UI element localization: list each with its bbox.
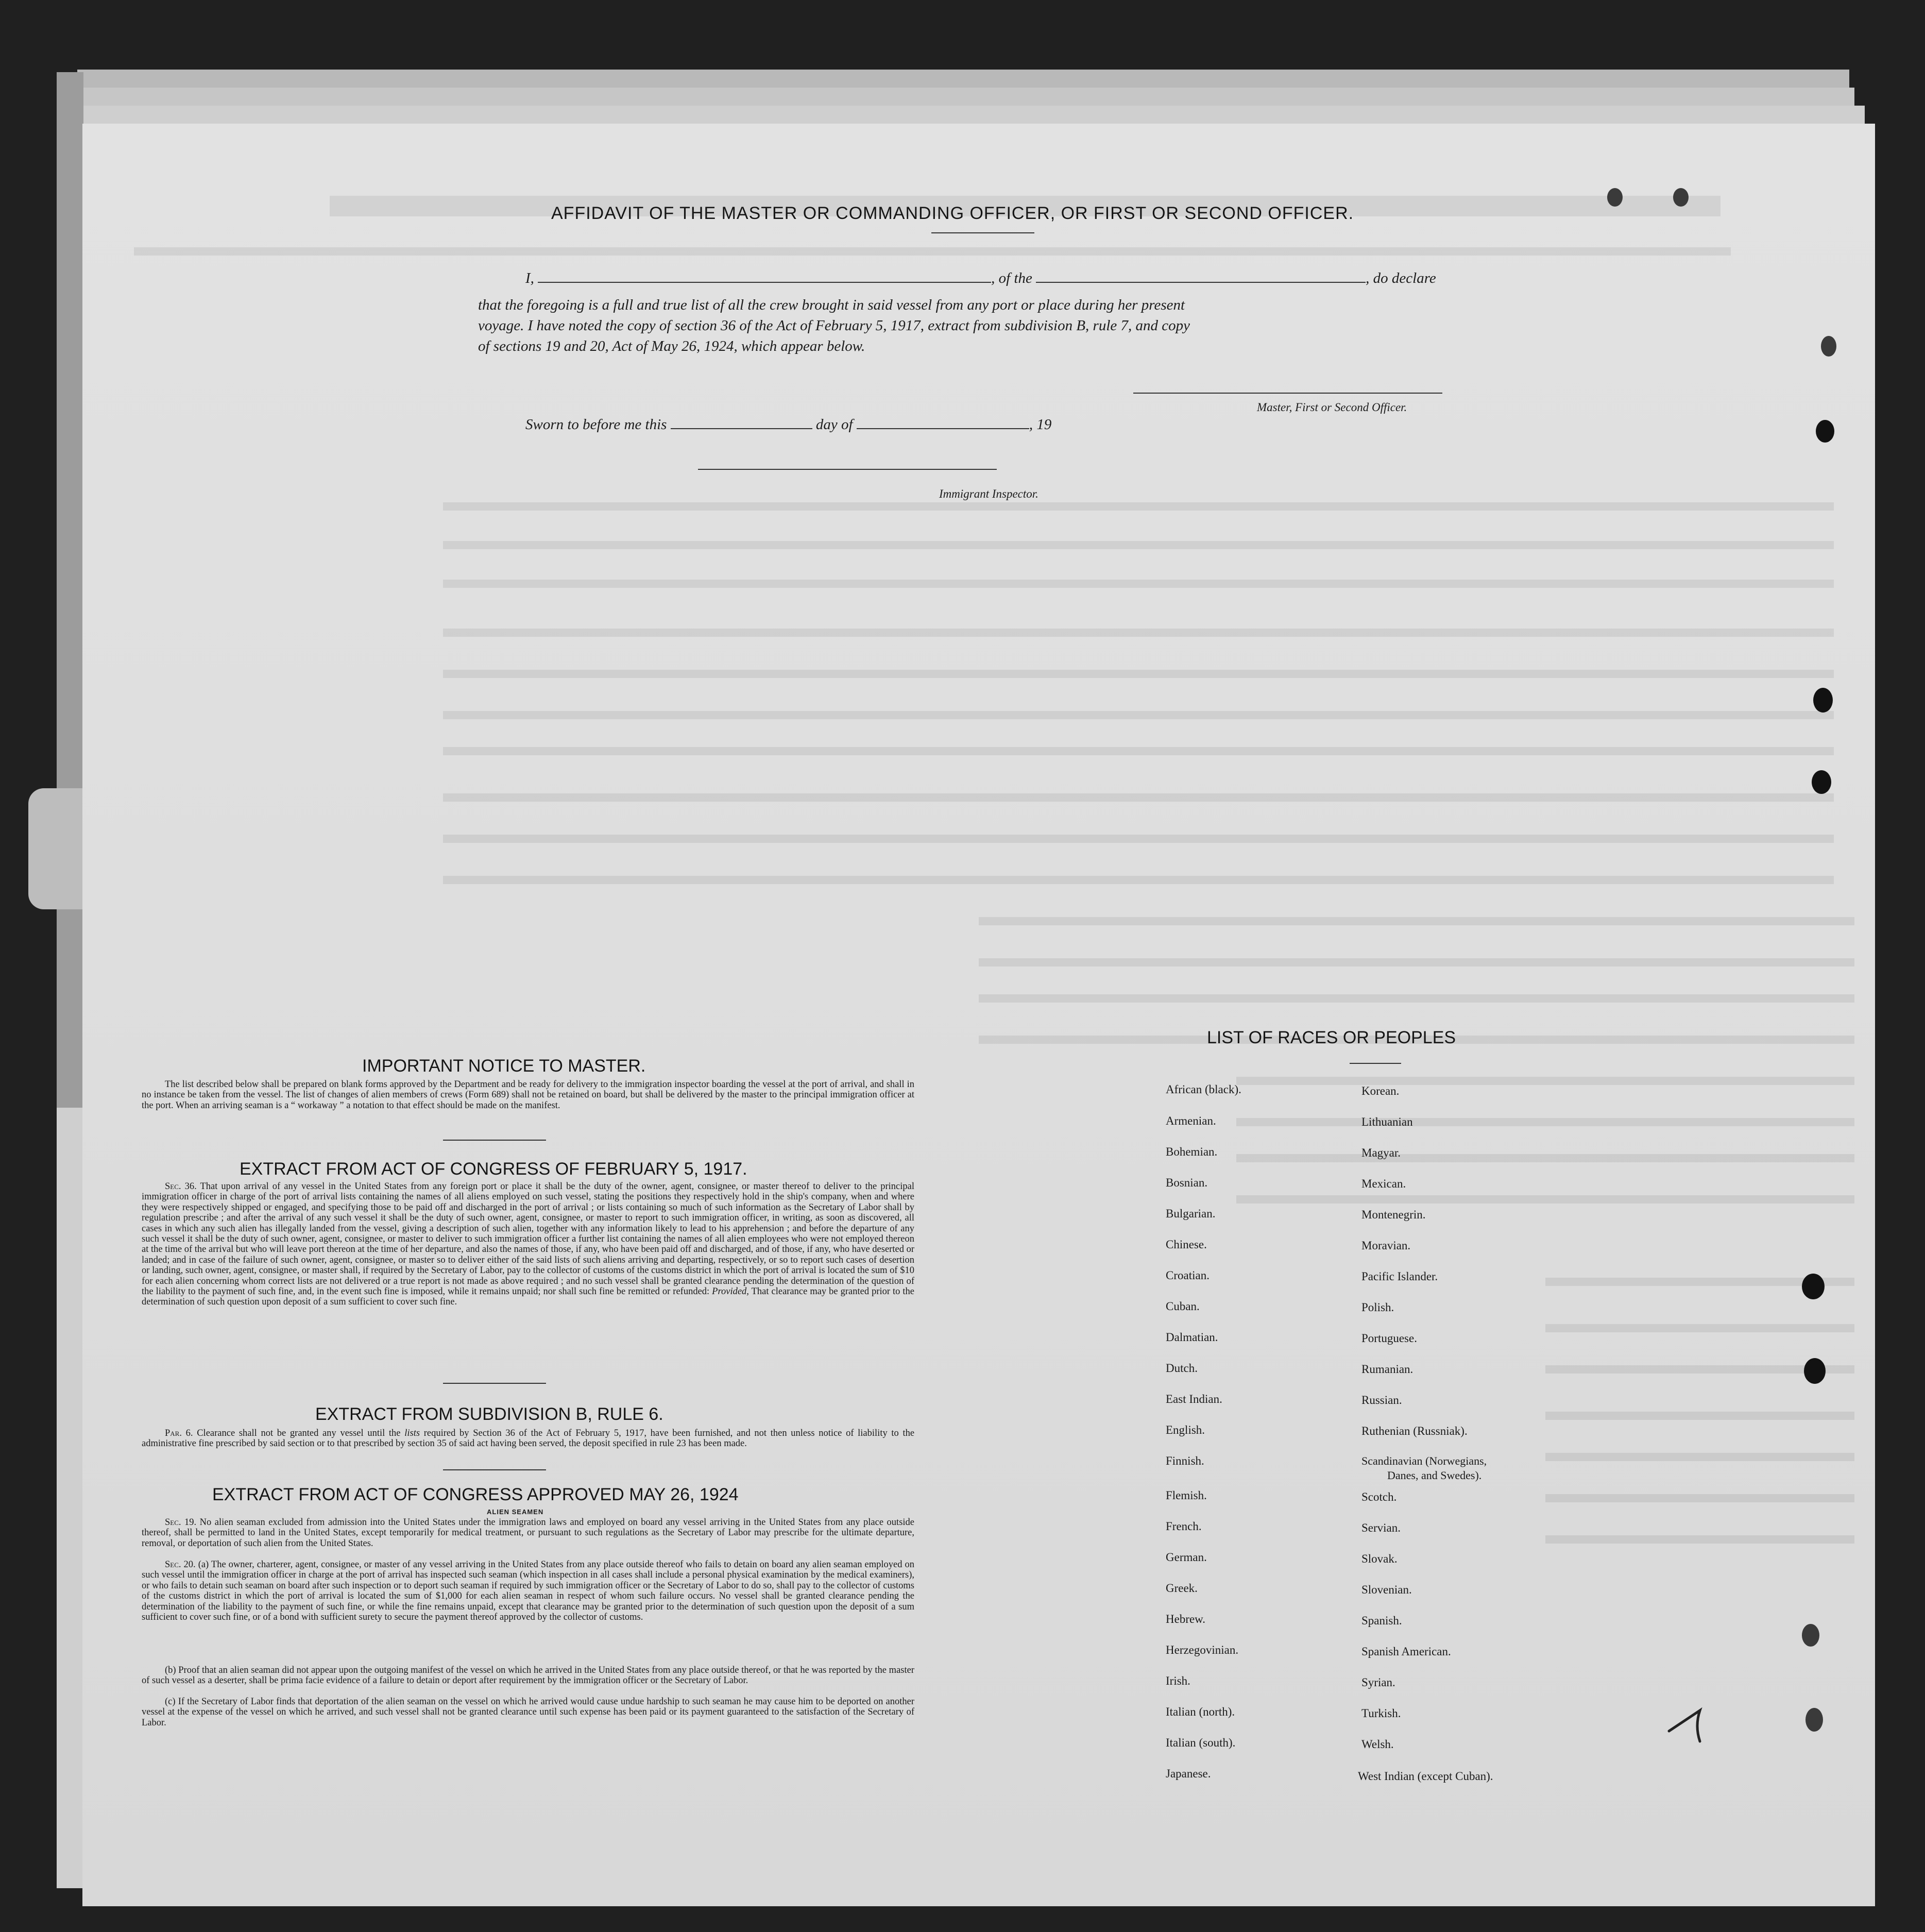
race-item: Irish. <box>1166 1674 1190 1687</box>
paper-tab <box>28 788 85 909</box>
inspector-signature-line <box>698 469 997 470</box>
race-item: Korean. <box>1361 1084 1400 1097</box>
extract-1917-title: EXTRACT FROM ACT OF CONGRESS OF FEBRUARY 5, 1917. <box>240 1159 747 1179</box>
affidavit-body-1: that the foregoing is a full and true list of all the crew brought in said vessel from any port or place during her present <box>478 297 1185 313</box>
notice-text: The list described below shall be prepared on blank forms approved by the Department and be ready for delivery to the immigration inspector boarding the vessel at the port of arrival, and shall in no instance be taken from the vessel. The list of changes of alien members of crews (Form 689) shall not be retained on board, but shall be delivered by the master to the principal immigration officer at the port. When an arriving seaman is a “ workaway ” a notation to that effect should be made on the manifest. <box>142 1079 914 1111</box>
race-item: Syrian. <box>1361 1676 1395 1689</box>
race-item: Finnish. <box>1166 1454 1204 1467</box>
section-rule <box>443 1140 546 1141</box>
race-item: Turkish. <box>1361 1707 1401 1720</box>
rule6-text-a: Clearance shall not be granted any vessel until the <box>197 1428 401 1438</box>
race-item: Montenegrin. <box>1361 1208 1426 1221</box>
race-item: Russian. <box>1361 1394 1402 1406</box>
race-item: West Indian (except Cuban). <box>1358 1770 1493 1783</box>
races-title: LIST OF RACES OR PEOPLES <box>1207 1028 1456 1047</box>
race-item: Dutch. <box>1166 1362 1198 1375</box>
officer-name-blank <box>538 270 991 283</box>
lists-word: lists <box>404 1428 420 1438</box>
race-item: English. <box>1166 1423 1205 1436</box>
race-item: Bohemian. <box>1166 1145 1218 1158</box>
sworn-line <box>525 415 1051 434</box>
race-item: Hebrew. <box>1166 1613 1206 1625</box>
sec20-label: Sec. 20. <box>165 1560 196 1570</box>
race-item: East Indian. <box>1166 1393 1222 1405</box>
race-item: Servian. <box>1361 1521 1401 1534</box>
race-item: Ruthenian (Russniak). <box>1361 1425 1468 1437</box>
rule6-text-b: required by Section 36 of the Act of February 5, 1917, have been furnished, and not then unless notice of liability to the administrative fine prescribed by said section or to that prescribed by section 35 of said act having been served, the deposit specified in rule 23 has been made. <box>142 1428 915 1449</box>
alien-seamen-subtitle: ALIEN SEAMEN <box>487 1508 544 1516</box>
race-item: Magyar. <box>1361 1146 1401 1159</box>
race-item: African (black). <box>1166 1083 1241 1096</box>
inspector-caption: Immigrant Inspector. <box>939 487 1038 500</box>
affidavit-body-2: voyage. I have noted the copy of section 36 of the Act of February 5, 1917, extract from subdivision B, rule 7, and copy <box>478 317 1190 334</box>
title-rule <box>931 232 1034 233</box>
rule6-text <box>142 1428 914 1449</box>
binder-hole <box>1805 1708 1823 1732</box>
binder-hole <box>1802 1624 1819 1647</box>
binder-hole <box>1673 188 1689 207</box>
races-title-rule <box>1350 1063 1401 1064</box>
race-item: Slovak. <box>1361 1552 1398 1565</box>
race-item: Portuguese. <box>1361 1332 1417 1345</box>
race-item: Polish. <box>1361 1301 1394 1314</box>
extract-1917-text <box>142 1181 914 1308</box>
race-item: Dalmatian. <box>1166 1331 1218 1344</box>
extract-1924-title: EXTRACT FROM ACT OF CONGRESS APPROVED MAY 26, 1924 <box>212 1485 739 1504</box>
race-item: French. <box>1166 1520 1202 1533</box>
vessel-name-blank <box>1036 270 1366 283</box>
race-item: Pacific Islander. <box>1361 1270 1438 1283</box>
binder-hole <box>1821 336 1836 357</box>
race-item: German. <box>1166 1551 1207 1564</box>
proviso-label: Provided, <box>712 1286 749 1297</box>
sheet-edge-strip <box>57 72 83 1108</box>
par6-label: Par. 6. <box>165 1428 193 1438</box>
sec20a-text <box>142 1560 914 1622</box>
sworn-label: Sworn to before me this <box>525 416 667 433</box>
section-rule <box>443 1469 546 1470</box>
race-item: Mexican. <box>1361 1177 1406 1190</box>
race-item: Herzegovinian. <box>1166 1643 1239 1656</box>
manifest-page <box>82 124 1875 1906</box>
race-item: Moravian. <box>1361 1239 1411 1252</box>
race-item: Cuban. <box>1166 1300 1200 1313</box>
binder-hole <box>1816 420 1834 443</box>
race-item: Welsh. <box>1361 1738 1394 1751</box>
binder-hole <box>1804 1358 1826 1384</box>
binder-hole <box>1802 1274 1825 1299</box>
master-caption: Master, First or Second Officer. <box>1257 401 1407 414</box>
sec20a-body: (a) The owner, charterer, agent, consignee, or master of any vessel arriving in the United States from any place outside thereof who fails to detain on board any alien seaman employed on such vessel until the immigration officer in charge at the port of arrival has inspected such seaman (which inspection in all cases shall include a personal physical examination by the medical examiners), or who fails to detain such seaman on board after such inspection or to deport such seaman if required by such immigration officer or the Secretary of Labor to do so, shall pay to the collector of customs of the customs district in which the port of arrival is located the sum of $1,000 for each alien seaman in respect of whom such failure occurs. No vessel shall be granted clearance pending the determination of the liability to the payment of such fine, or while the fine remains unpaid, except that clearance may be granted prior to the determination of such question upon the deposit of a sum sufficient to cover such fine, or of a bond with sufficient surety to secure the payment thereof approved by the collector of customs. <box>142 1560 915 1623</box>
race-item: Spanish American. <box>1361 1645 1451 1658</box>
race-item: Armenian. <box>1166 1114 1216 1127</box>
binder-hole <box>1813 688 1833 713</box>
race-item-continued: Danes, and Swedes). <box>1387 1469 1482 1482</box>
sec20c-text: (c) If the Secretary of Labor finds that deportation of the alien seaman on the vessel on which he arrived would cause undue hardship to such seaman he may cause him to be deported on another vessel at the expense of the vessel on which he arrived, and such vessel shall not be granted clearance until such expense has been paid or its payment guaranteed to the satisfaction of the Secretary of Labor. <box>142 1697 914 1728</box>
race-item: Greek. <box>1166 1582 1198 1595</box>
race-item: Croatian. <box>1166 1269 1209 1282</box>
race-item: Spanish. <box>1361 1614 1402 1627</box>
binder-hole <box>1607 188 1623 207</box>
sworn-day-blank <box>671 417 812 429</box>
race-item: Rumanian. <box>1361 1363 1413 1376</box>
race-item: Japanese. <box>1166 1767 1211 1780</box>
binder-hole <box>1812 770 1831 794</box>
race-item: Scandinavian (Norwegians, <box>1361 1454 1487 1467</box>
race-item: Slovenian. <box>1361 1583 1412 1596</box>
section-rule <box>443 1383 546 1384</box>
sec19-text <box>142 1517 914 1549</box>
race-item: Lithuanian <box>1361 1115 1413 1128</box>
sec19-label: Sec. 19. <box>165 1517 197 1528</box>
sec19-body: No alien seaman excluded from admission into the United States under the immigration laws and employed on board any vessel arriving in the United States from any place outside thereof, shall be permitted to land in the United States, except temporarily for medical treatment, or pursuant to such regulations as the Secretary of Labor may prescribe for the ultimate departure, removal, or deportation of such alien from the United States. <box>142 1517 914 1549</box>
day-of-label: day of <box>815 416 853 433</box>
proviso-text: That clearance may be granted prior to the determination of such question upon deposit of a sum sufficient to cover such fine. <box>142 1286 915 1308</box>
section-36-label: Sec. 36. <box>165 1181 197 1192</box>
master-signature-line <box>1133 393 1442 394</box>
section-36-text: That upon arrival of any vessel in the United States from any foreign port or place it shall be the duty of the owner, agent, consignee, or master thereof to deliver to the principal immigration officer in charge of the port of arrival lists containing the names of all aliens employed on such vessel, stating the positions they respectively hold in the ship's company, when and where they were respectively shipped or engaged, and specifying those to be paid off and discharged in the port of arrival ; or lists containing so much of such information as the Secretary of Labor shall by regulation prescribe ; and after the arrival of any such vessel it shall be the duty of such owner, agent, consignee, or master to report to such immigration officer, in writing, as soon as discovered, all cases in which any such alien has illegally landed from the vessel, giving a description of such alien, together with any information likely to lead to his apprehension ; and before the departure of any such vessel it shall be the duty of such owner, agent, consignee, or master to deliver to such immigration officer a further list containing the names of all alien employees who were not employed thereon at the time of the arrival but who will leave port thereon at the time of her departure, and also the names of those, if any, who have been paid off and discharged, and of those, if any, who have deserted or landed; and in case of the failure of such owner, agent, consignee, or master so to deliver either of the said lists of such aliens arriving and departing, respectively, or so to report such cases of desertion or landing, such owner, agent, consignee, or master shall, if required by the Secretary of Labor, pay to the collector of customs of the customs district in which the port of arrival is located the sum of $10 for each alien concerning whom correct lists are not delivered or a true report is not made as above required ; and no such vessel shall be granted clearance pending the determination of the question of the liability to the payment of such fine, and, in the event such fine is imposed, while it remains unpaid; nor shall such fine be remitted or refunded: <box>142 1181 915 1297</box>
race-item: Flemish. <box>1166 1489 1207 1502</box>
rule6-title: EXTRACT FROM SUBDIVISION B, RULE 6. <box>315 1404 663 1424</box>
sworn-month-blank <box>857 417 1029 429</box>
race-item: Italian (north). <box>1166 1705 1235 1718</box>
year-prefix: , 19 <box>1029 416 1052 433</box>
race-item: Bosnian. <box>1166 1176 1208 1189</box>
race-item: Italian (south). <box>1166 1736 1236 1749</box>
race-item: Scotch. <box>1361 1490 1397 1503</box>
i-label: I, <box>525 270 534 286</box>
sec20b-text: (b) Proof that an alien seaman did not appear upon the outgoing manifest of the vessel on which he arrived in the United States from any place outside thereof, or that he was reported by the master of such vessel as a deserter, shall be prima facie evidence of a failure to detain or deport after requirement by the immigration officer or the Secretary of Labor. <box>142 1665 914 1686</box>
pencil-mark <box>1664 1700 1720 1752</box>
affidavit-body-3: of sections 19 and 20, Act of May 26, 1924, which appear below. <box>478 338 865 354</box>
race-item: Bulgarian. <box>1166 1207 1216 1220</box>
notice-title: IMPORTANT NOTICE TO MASTER. <box>362 1056 646 1076</box>
race-item: Chinese. <box>1166 1238 1207 1251</box>
affidavit-i-line <box>525 269 1436 288</box>
of-the-label: , of the <box>991 270 1032 286</box>
affidavit-title: AFFIDAVIT OF THE MASTER OR COMMANDING OFFICER, OR FIRST OR SECOND OFFICER. <box>551 204 1354 223</box>
do-declare-label: , do declare <box>1366 270 1436 286</box>
